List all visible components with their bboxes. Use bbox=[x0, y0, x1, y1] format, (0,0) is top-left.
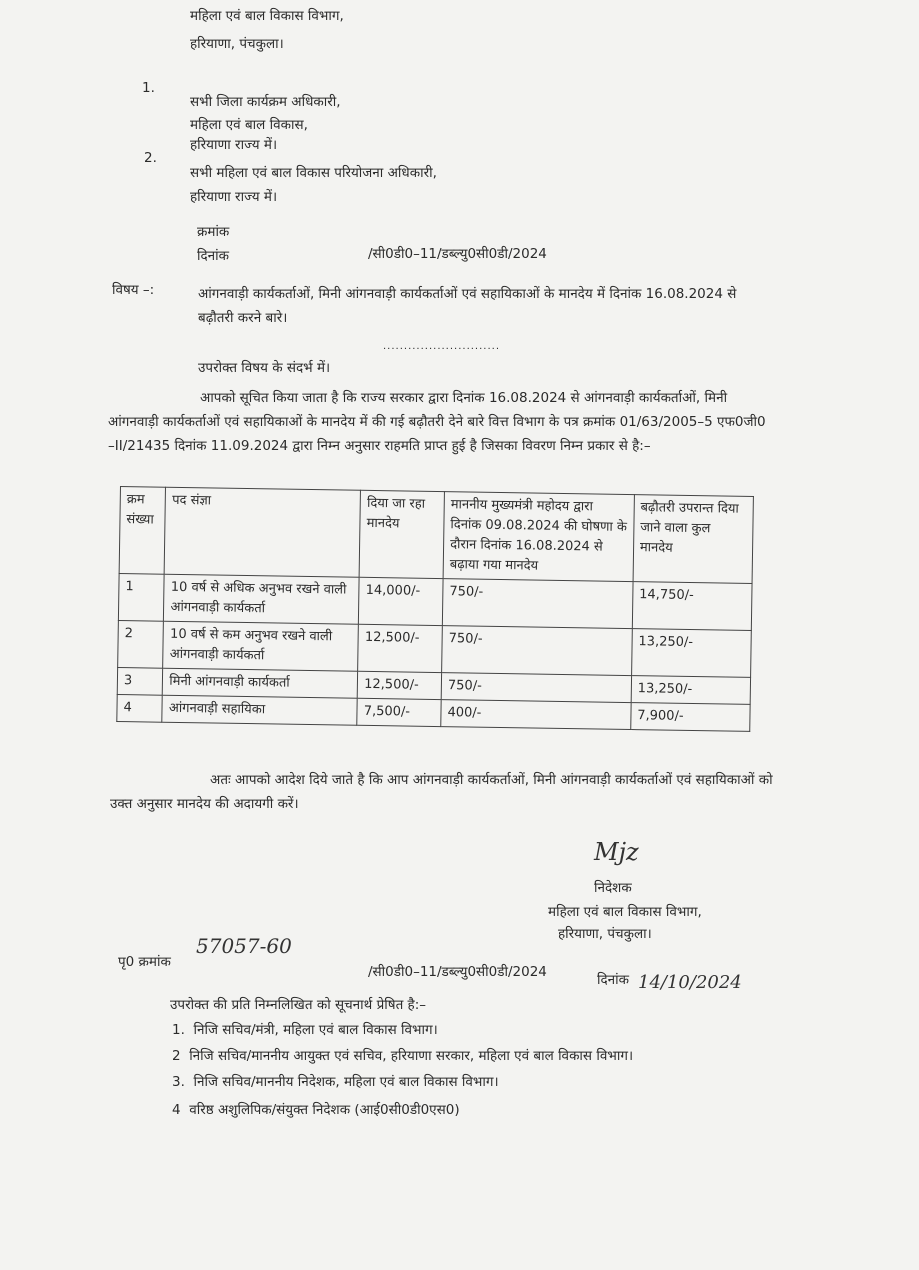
recipient-line: हरियाणा राज्य में। bbox=[190, 189, 278, 205]
table-cell: 7,500/- bbox=[357, 698, 441, 726]
from-place: हरियाणा, पंचकुला। bbox=[190, 36, 284, 52]
signatory-dept: महिला एवं बाल विकास विभाग, bbox=[548, 904, 702, 920]
header-cell: क्रम संख्या bbox=[119, 487, 166, 575]
table-cell: 400/- bbox=[441, 700, 631, 730]
endorsement-date-label: दिनांक bbox=[597, 972, 630, 988]
copy-item-text: निजि सचिव/मंत्री, महिला एवं बाल विकास विभाग। bbox=[193, 1022, 438, 1038]
copy-item-text: निजि सचिव/माननीय निदेशक, महिला एवं बाल विकास विभाग। bbox=[193, 1074, 499, 1090]
table-cell: 750/- bbox=[441, 673, 631, 703]
dinank-label: दिनांक bbox=[197, 248, 230, 264]
subject-dots: ............................ bbox=[383, 341, 501, 352]
endorsement-number: /सी0डी0–11/डब्ल्यु0सी0डी/2024 bbox=[368, 964, 547, 980]
header-cell: बढ़ौतरी उपरान्त दिया जाने वाला कुल मानदेय bbox=[633, 495, 754, 584]
copy-intro: उपरोक्त की प्रति निम्नलिखित को सूचनार्थ प्रेषित है:– bbox=[170, 997, 427, 1013]
table-cell: 12,500/- bbox=[358, 624, 443, 672]
recipient-line: हरियाणा राज्य में। bbox=[190, 137, 278, 153]
header-cell: पद संज्ञा bbox=[165, 487, 361, 577]
table-cell: 14,000/- bbox=[359, 577, 444, 625]
table-cell: 13,250/- bbox=[631, 676, 751, 705]
table-cell: 4 bbox=[117, 694, 163, 722]
table-header-row bbox=[119, 487, 753, 584]
signatory-title: निदेशक bbox=[594, 880, 632, 896]
table-cell: 14,750/- bbox=[632, 582, 752, 631]
table-cell: 2 bbox=[118, 620, 164, 668]
handwritten-date: 14/10/2024 bbox=[638, 972, 742, 993]
reference-number: /सी0डी0–11/डब्ल्यु0सी0डी/2024 bbox=[368, 246, 547, 262]
endorsement-label: पृ0 क्रमांक bbox=[118, 954, 171, 970]
copy-item bbox=[172, 1100, 460, 1118]
recipient-number: 2. bbox=[144, 150, 157, 166]
table-cell: 1 bbox=[118, 573, 164, 621]
copy-item-number: 2 bbox=[172, 1048, 181, 1064]
table-cell: 10 वर्ष से अधिक अनुभव रखने वाली आंगनवाड़ी कार्यकर्ता bbox=[164, 574, 360, 624]
subject-label: विषय –: bbox=[112, 282, 155, 298]
subject-text: आंगनवाड़ी कार्यकर्ताओं, मिनी आंगनवाड़ी कार्यकर्ताओं एवं सहायिकाओं के मानदेय में दिनांक 16.08.2024 से बढ़ौतरी करने बारे। bbox=[198, 286, 737, 326]
header-cell: माननीय मुख्यमंत्री महोदय द्वारा दिनांक 09.08.2024 की घोषणा के दौरान दिनांक 16.08.2024 से बढ़ाया गया मानदेय bbox=[443, 492, 634, 582]
from-dept: महिला एवं बाल विकास विभाग, bbox=[190, 8, 344, 24]
recipient-line: सभी महिला एवं बाल विकास परियोजना अधिकारी, bbox=[190, 165, 437, 181]
table-cell: मिनी आंगनवाड़ी कार्यकर्ता bbox=[163, 668, 358, 698]
table-cell: 750/- bbox=[442, 579, 633, 629]
copy-item-text: वरिष्ठ अशुलिपिक/संयुक्त निदेशक (आई0सी0डी0एस0) bbox=[189, 1102, 460, 1118]
table-cell: 3 bbox=[117, 667, 163, 695]
table-cell: 10 वर्ष से कम अनुभव रखने वाली आंगनवाड़ी कार्यकर्ता bbox=[163, 621, 359, 671]
body-paragraph-1: आपको सूचित किया जाता है कि राज्य सरकार द्वारा दिनांक 16.08.2024 से आंगनवाड़ी कार्यकर्ताओं, मिनी आंगनवाड़ी कार्यकर्ताओं एवं सहायिकाओं के मानदेय में की गई बढ़ौतरी देने बारे वित्त विभाग के पत्र क्रमांक 01/63/2005–5 एफ0जी0 –II/21435 दिनांक 11.09.2024 द्वारा निम्न अनुसार राहमति प्राप्त हुई है जिसका विवरण निम्न प्रकार से है:– bbox=[108, 390, 766, 454]
recipient-number: 1. bbox=[142, 80, 155, 96]
copy-item-number: 3. bbox=[172, 1074, 185, 1090]
recipient-line: महिला एवं बाल विकास, bbox=[190, 117, 308, 133]
body-paragraph-2: अतः आपको आदेश दिये जाते है कि आप आंगनवाड़ी कार्यकर्ताओं, मिनी आंगनवाड़ी कार्यकर्ताओं एवं सहायिकाओं को उक्त अनुसार मानदेय की अदायगी करें। bbox=[110, 772, 773, 812]
header-cell: दिया जा रहा मानदेय bbox=[359, 490, 444, 578]
signature-scribble: Mjz bbox=[594, 838, 639, 866]
honorarium-table bbox=[116, 486, 754, 732]
recipient-line: सभी जिला कार्यक्रम अधिकारी, bbox=[190, 94, 341, 110]
kramank-label: क्रमांक bbox=[197, 224, 230, 240]
table-cell: 750/- bbox=[442, 626, 633, 676]
table-cell: 12,500/- bbox=[357, 671, 441, 699]
copy-item-text: निजि सचिव/माननीय आयुक्त एवं सचिव, हरियाणा सरकार, महिला एवं बाल विकास विभाग। bbox=[189, 1048, 634, 1064]
copy-item bbox=[172, 1046, 633, 1064]
table-cell: आंगनवाड़ी सहायिका bbox=[162, 695, 357, 725]
handwritten-number: 57057-60 bbox=[196, 934, 292, 958]
reference-line: उपरोक्त विषय के संदर्भ में। bbox=[198, 360, 331, 376]
copy-item-number: 4 bbox=[172, 1102, 181, 1118]
table-cell: 13,250/- bbox=[631, 629, 751, 678]
copy-item-number: 1. bbox=[172, 1022, 185, 1038]
copy-item bbox=[172, 1020, 438, 1038]
signatory-place: हरियाणा, पंचकुला। bbox=[558, 926, 652, 942]
copy-item bbox=[172, 1072, 499, 1090]
table-cell: 7,900/- bbox=[631, 703, 751, 732]
